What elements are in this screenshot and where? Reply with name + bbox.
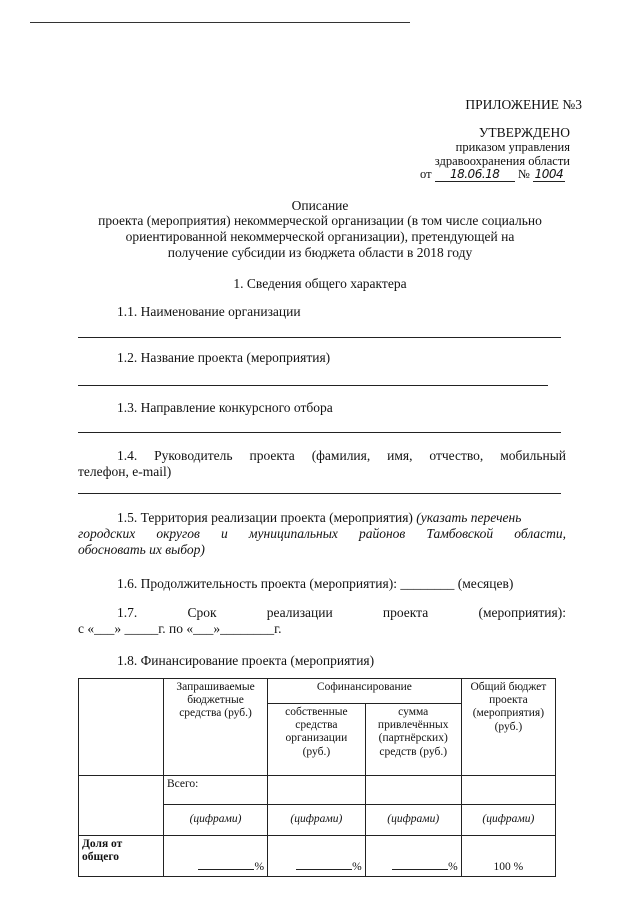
share-partner-percent: % bbox=[448, 860, 458, 873]
approved-label: УТВЕРЖДЕНО bbox=[478, 125, 570, 140]
order-line-1: приказом управления bbox=[455, 140, 570, 154]
share-own-cell bbox=[268, 836, 366, 877]
item-1-5-line-2: городских округов и муниципальных районов Тамбовской области, bbox=[78, 526, 566, 541]
order-line-2: здравоохранения области bbox=[434, 154, 570, 168]
handwritten-date: 18.06.18 bbox=[435, 167, 515, 182]
item-1-7-num: 1.7. bbox=[117, 605, 138, 620]
appendix-label: ПРИЛОЖЕНИЕ №3 bbox=[465, 97, 582, 112]
item-1-4-line-1: 1.4. Руководитель проекта (фамилия, имя, отчество, мобильный bbox=[117, 448, 566, 463]
share-partner-cell bbox=[365, 836, 461, 877]
item-1-7-word-1: Срок bbox=[187, 605, 217, 620]
digits-requested: (цифрами) bbox=[163, 805, 267, 836]
item-1-5-text: 1.5. Территория реализации проекта (мероприятия) bbox=[117, 510, 413, 525]
financing-table bbox=[78, 678, 556, 877]
section-heading: 1. Сведения общего характера bbox=[233, 276, 407, 291]
item-1-7-line-2: с «___» _____г. по «___»________г. bbox=[78, 621, 282, 636]
total-own-cell bbox=[268, 776, 366, 805]
digits-total: (цифрами) bbox=[461, 805, 555, 836]
item-1-8: 1.8. Финансирование проекта (мероприятия) bbox=[117, 653, 375, 668]
item-1-3-blank bbox=[78, 432, 561, 433]
item-1-5-italic: (указать перечень bbox=[416, 510, 522, 525]
header-own-funds: собственные средства организации (руб.) bbox=[268, 704, 366, 776]
total-partner-cell bbox=[365, 776, 461, 805]
title-line-1: Описание bbox=[291, 198, 349, 213]
share-total-value: 100 % bbox=[493, 860, 524, 873]
share-label: Доля от общего bbox=[82, 838, 123, 864]
digits-own: (цифрами) bbox=[268, 805, 366, 836]
header-partner-funds: сумма привлечённых (партнёрских) средств (руб.) bbox=[365, 704, 461, 776]
item-1-2: 1.2. Название проекта (мероприятия) bbox=[117, 350, 331, 365]
item-1-7-word-4: (мероприятия): bbox=[478, 605, 566, 620]
item-1-1-blank bbox=[78, 337, 561, 338]
item-1-6: 1.6. Продолжительность проекта (мероприятия): ________ (месяцев) bbox=[117, 576, 514, 591]
empty-row-label bbox=[79, 776, 164, 836]
share-requested-percent: % bbox=[254, 860, 265, 873]
item-1-7-line-1 bbox=[117, 605, 566, 621]
header-requested: Запрашиваемые бюджетные средства (руб.) bbox=[163, 679, 267, 776]
item-1-4-line-2: телефон, e-mail) bbox=[78, 464, 172, 479]
total-budget-cell bbox=[461, 776, 555, 805]
scan-artifact-line bbox=[30, 22, 410, 23]
share-label-cell bbox=[79, 836, 164, 877]
item-1-5-line-3: обосновать их выбор) bbox=[78, 542, 205, 557]
digits-partner: (цифрами) bbox=[365, 805, 461, 836]
share-partner-blank bbox=[392, 869, 448, 870]
share-requested-blank bbox=[198, 869, 254, 870]
item-1-5-line-1 bbox=[117, 510, 566, 526]
item-1-7-word-2: реализации bbox=[266, 605, 333, 620]
share-requested-cell bbox=[163, 836, 267, 877]
total-label-cell bbox=[163, 776, 267, 805]
share-total-cell bbox=[461, 836, 555, 877]
item-1-3: 1.3. Направление конкурсного отбора bbox=[117, 400, 333, 415]
handwritten-number: 1004 bbox=[534, 167, 564, 181]
title-line-4: получение субсидии из бюджета области в 2018 году bbox=[167, 245, 473, 260]
header-cofinancing: Софинансирование bbox=[268, 679, 462, 704]
share-own-percent: % bbox=[352, 860, 362, 873]
date-prefix: от bbox=[420, 167, 432, 181]
item-1-1: 1.1. Наименование организации bbox=[117, 304, 301, 319]
total-label: Всего: bbox=[166, 778, 199, 790]
header-total-budget: Общий бюджет проекта (мероприятия) (руб.) bbox=[461, 679, 555, 776]
item-1-4-blank bbox=[78, 493, 561, 494]
title-line-2: проекта (мероприятия) некоммерческой организации (в том числе социально bbox=[98, 213, 542, 228]
item-1-2-blank bbox=[78, 385, 548, 386]
title-line-3: ориентированной некоммерческой организации), претендующей на bbox=[125, 229, 515, 244]
share-own-blank bbox=[296, 869, 352, 870]
number-prefix: № bbox=[517, 167, 530, 181]
order-date-line bbox=[420, 167, 565, 182]
item-1-7-word-3: проекта bbox=[382, 605, 429, 620]
corner-cell bbox=[79, 679, 164, 776]
